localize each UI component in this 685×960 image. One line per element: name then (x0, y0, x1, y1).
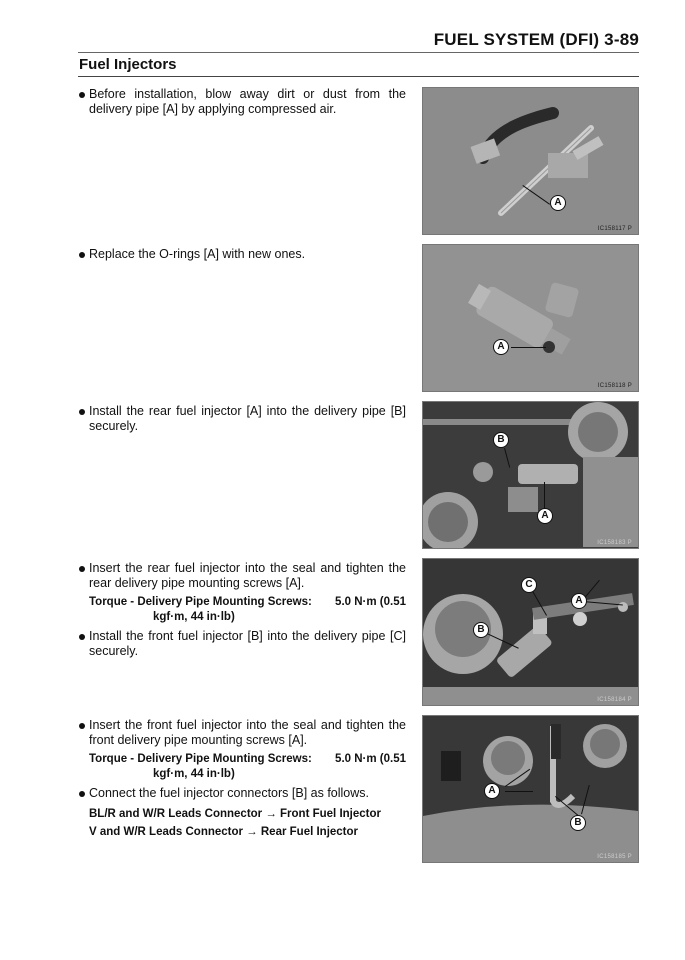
callout-a: A (484, 783, 500, 799)
delivery-pipe-illustration (423, 88, 638, 234)
bullet-text: Connect the fuel injector connectors [B] as follows. (78, 786, 406, 801)
callout-a: A (537, 508, 553, 524)
torque-value: 5.0 N·m (0.51 (335, 753, 406, 765)
engine-illustration (423, 716, 638, 862)
bullet-text: Replace the O-rings [A] with new ones. (78, 247, 406, 262)
callout-b: B (570, 815, 586, 831)
section-title: Fuel Injectors (79, 56, 177, 73)
torque-spec (78, 752, 406, 782)
torque-value: 5.0 N·m (0.51 (335, 596, 406, 608)
bullet-text: Install the rear fuel injector [A] into the delivery pipe [B] securely. (78, 404, 406, 434)
torque-label: Torque - (89, 753, 135, 765)
figure-code: IC158118 P (597, 383, 632, 389)
callout-a: A (550, 195, 566, 211)
figure-code: IC158185 P (597, 854, 632, 860)
bullet-text: Before installation, blow away dirt or dust from the delivery pipe [A] by applying compressed air. (78, 87, 406, 117)
torque-item: Delivery Pipe Mounting Screws: (137, 753, 312, 765)
photo-injector-orings (422, 244, 639, 392)
bullet-text: Insert the rear fuel injector into the seal and tighten the rear delivery pipe mounting screws [A]. (78, 561, 406, 591)
leader-line (505, 791, 533, 792)
callout-b: B (473, 622, 489, 638)
injector-illustration (423, 245, 638, 391)
callout-b: B (493, 432, 509, 448)
figure-code: IC158183 P (597, 540, 632, 546)
bullet-text: Insert the front fuel injector into the seal and tighten the front delivery pipe mounting screws [A]. (78, 718, 406, 748)
figure-code: IC158184 P (597, 697, 632, 703)
figure-code: IC158117 P (597, 226, 632, 232)
photo-delivery-pipe (422, 87, 639, 235)
callout-a: A (493, 339, 509, 355)
torque-label: Torque - (89, 596, 135, 608)
step-5 (78, 718, 406, 841)
bullet-text: Install the front fuel injector [B] into the delivery pipe [C] securely. (78, 629, 406, 659)
connector-rear: V and W/R Leads Connector → Rear Fuel Injector (89, 826, 359, 838)
connector-front: BL/R and W/R Leads Connector → Front Fuel Injector (89, 808, 381, 820)
callout-c: C (521, 577, 537, 593)
torque-value-cont: kgf·m, 44 in·lb) (153, 611, 235, 623)
step-1 (78, 87, 406, 121)
torque-value-cont: kgf·m, 44 in·lb) (153, 768, 235, 780)
photo-front-injector-install (422, 558, 639, 706)
header-divider (78, 52, 639, 53)
leader-line (511, 347, 546, 348)
section-divider (78, 76, 639, 77)
callout-a: A (571, 593, 587, 609)
photo-injector-connectors (422, 715, 639, 863)
page-header-title: FUEL SYSTEM (DFI) 3-89 (433, 30, 639, 49)
photo-rear-injector-install (422, 401, 639, 549)
torque-spec (78, 595, 406, 625)
step-2 (78, 247, 406, 266)
step-4 (78, 561, 406, 663)
engine-illustration (423, 402, 638, 548)
torque-item: Delivery Pipe Mounting Screws: (137, 596, 312, 608)
step-3 (78, 404, 406, 438)
